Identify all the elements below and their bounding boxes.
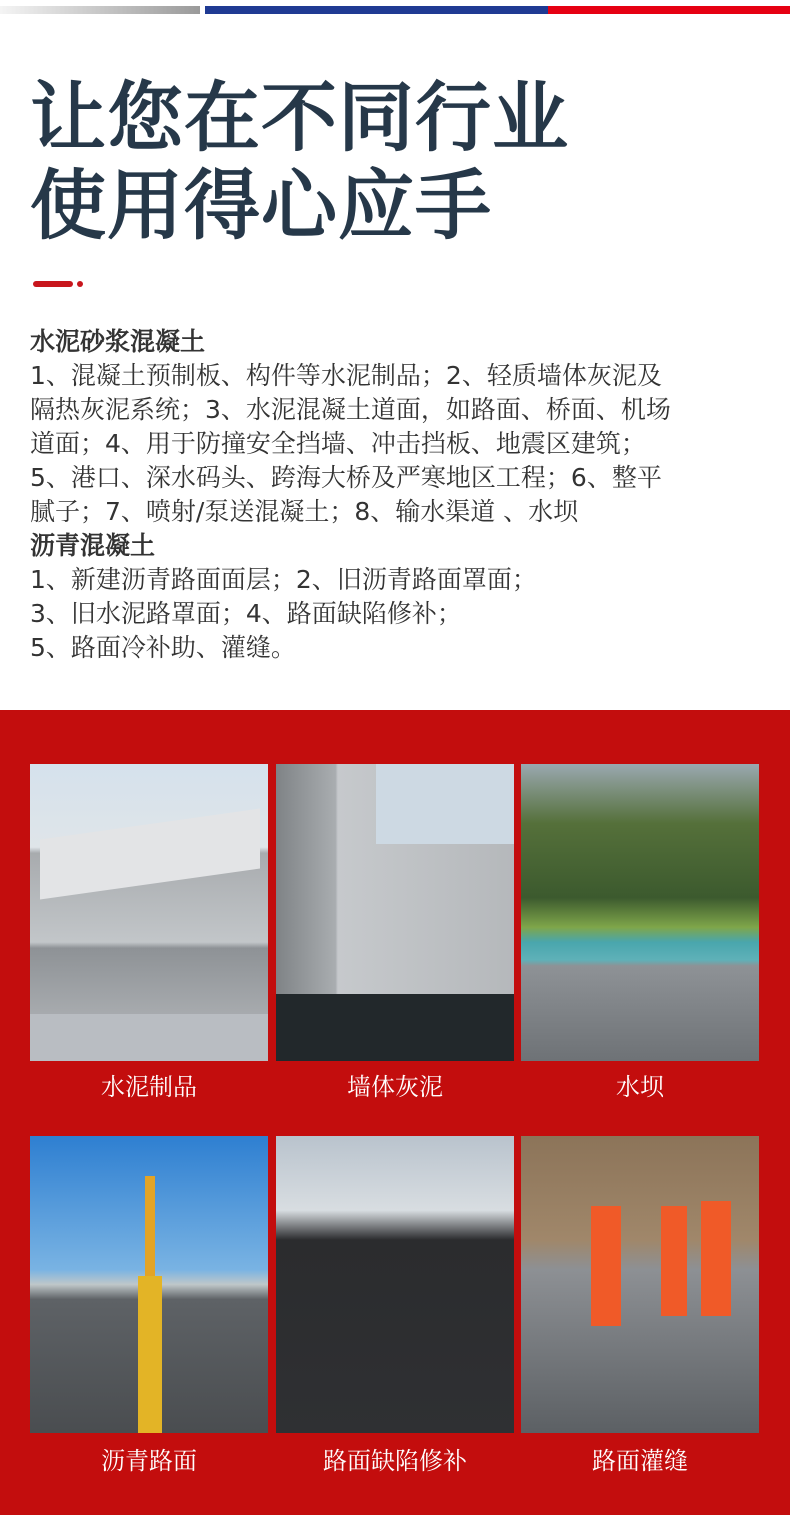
section-line: 1、混凝土预制板、构件等水泥制品；2、轻质墙体灰泥及	[30, 361, 662, 390]
section-line: 道面；4、用于防撞安全挡墙、冲击挡板、地震区建筑；	[30, 429, 646, 458]
gallery-caption: 路面缺陷修补	[323, 1447, 467, 1475]
headline-line-2: 使用得心应手	[30, 161, 492, 250]
section-title-asphalt: 沥青混凝土	[30, 531, 156, 560]
stripe-blue	[205, 6, 548, 14]
stripe-red	[548, 6, 790, 14]
section-line: 隔热灰泥系统；3、水泥混凝土道面，如路面、桥面、机场	[30, 395, 671, 424]
accent-dot	[77, 281, 83, 287]
top-color-stripe	[0, 0, 790, 14]
cement-building-photo	[30, 764, 268, 1061]
section-line: 3、旧水泥路罩面；4、路面缺陷修补；	[30, 599, 462, 628]
section-line: 腻子；7、喷射/泵送混凝土；8、输水渠道 、水坝	[30, 497, 579, 526]
dam-photo	[521, 764, 759, 1061]
accent-divider	[33, 281, 87, 287]
accent-bar	[33, 281, 73, 287]
crack-sealing-photo	[521, 1136, 759, 1433]
section-line: 5、港口、深水码头、跨海大桥及严寒地区工程；6、整平	[30, 463, 662, 492]
bridge-road-photo	[30, 1136, 268, 1433]
gallery-tile-asphalt-road	[30, 1136, 268, 1475]
asphalt-paving-photo	[276, 1136, 514, 1433]
section-line: 5、路面冷补助、灌缝。	[30, 633, 296, 662]
gallery-tile-dam	[521, 764, 759, 1101]
headline	[30, 74, 770, 250]
section-line: 1、新建沥青路面面层；2、旧沥青路面罩面；	[30, 565, 537, 594]
gallery-caption: 墙体灰泥	[347, 1073, 443, 1101]
gallery-caption: 水坝	[616, 1073, 664, 1101]
gallery-tile-cement-products	[30, 764, 268, 1101]
gallery-tile-crack-sealing	[521, 1136, 759, 1475]
stripe-gray	[0, 6, 200, 14]
headline-line-1: 让您在不同行业	[30, 73, 569, 162]
gallery-tile-wall-plaster	[276, 764, 514, 1101]
concrete-wall-photo	[276, 764, 514, 1061]
gallery-caption: 水泥制品	[101, 1073, 197, 1101]
application-description	[30, 325, 775, 665]
gallery-panel	[0, 710, 790, 1515]
section-title-cement: 水泥砂浆混凝土	[30, 327, 206, 356]
gallery-tile-road-repair	[276, 1136, 514, 1475]
gallery-caption: 路面灌缝	[592, 1447, 688, 1475]
gallery-caption: 沥青路面	[101, 1447, 197, 1475]
